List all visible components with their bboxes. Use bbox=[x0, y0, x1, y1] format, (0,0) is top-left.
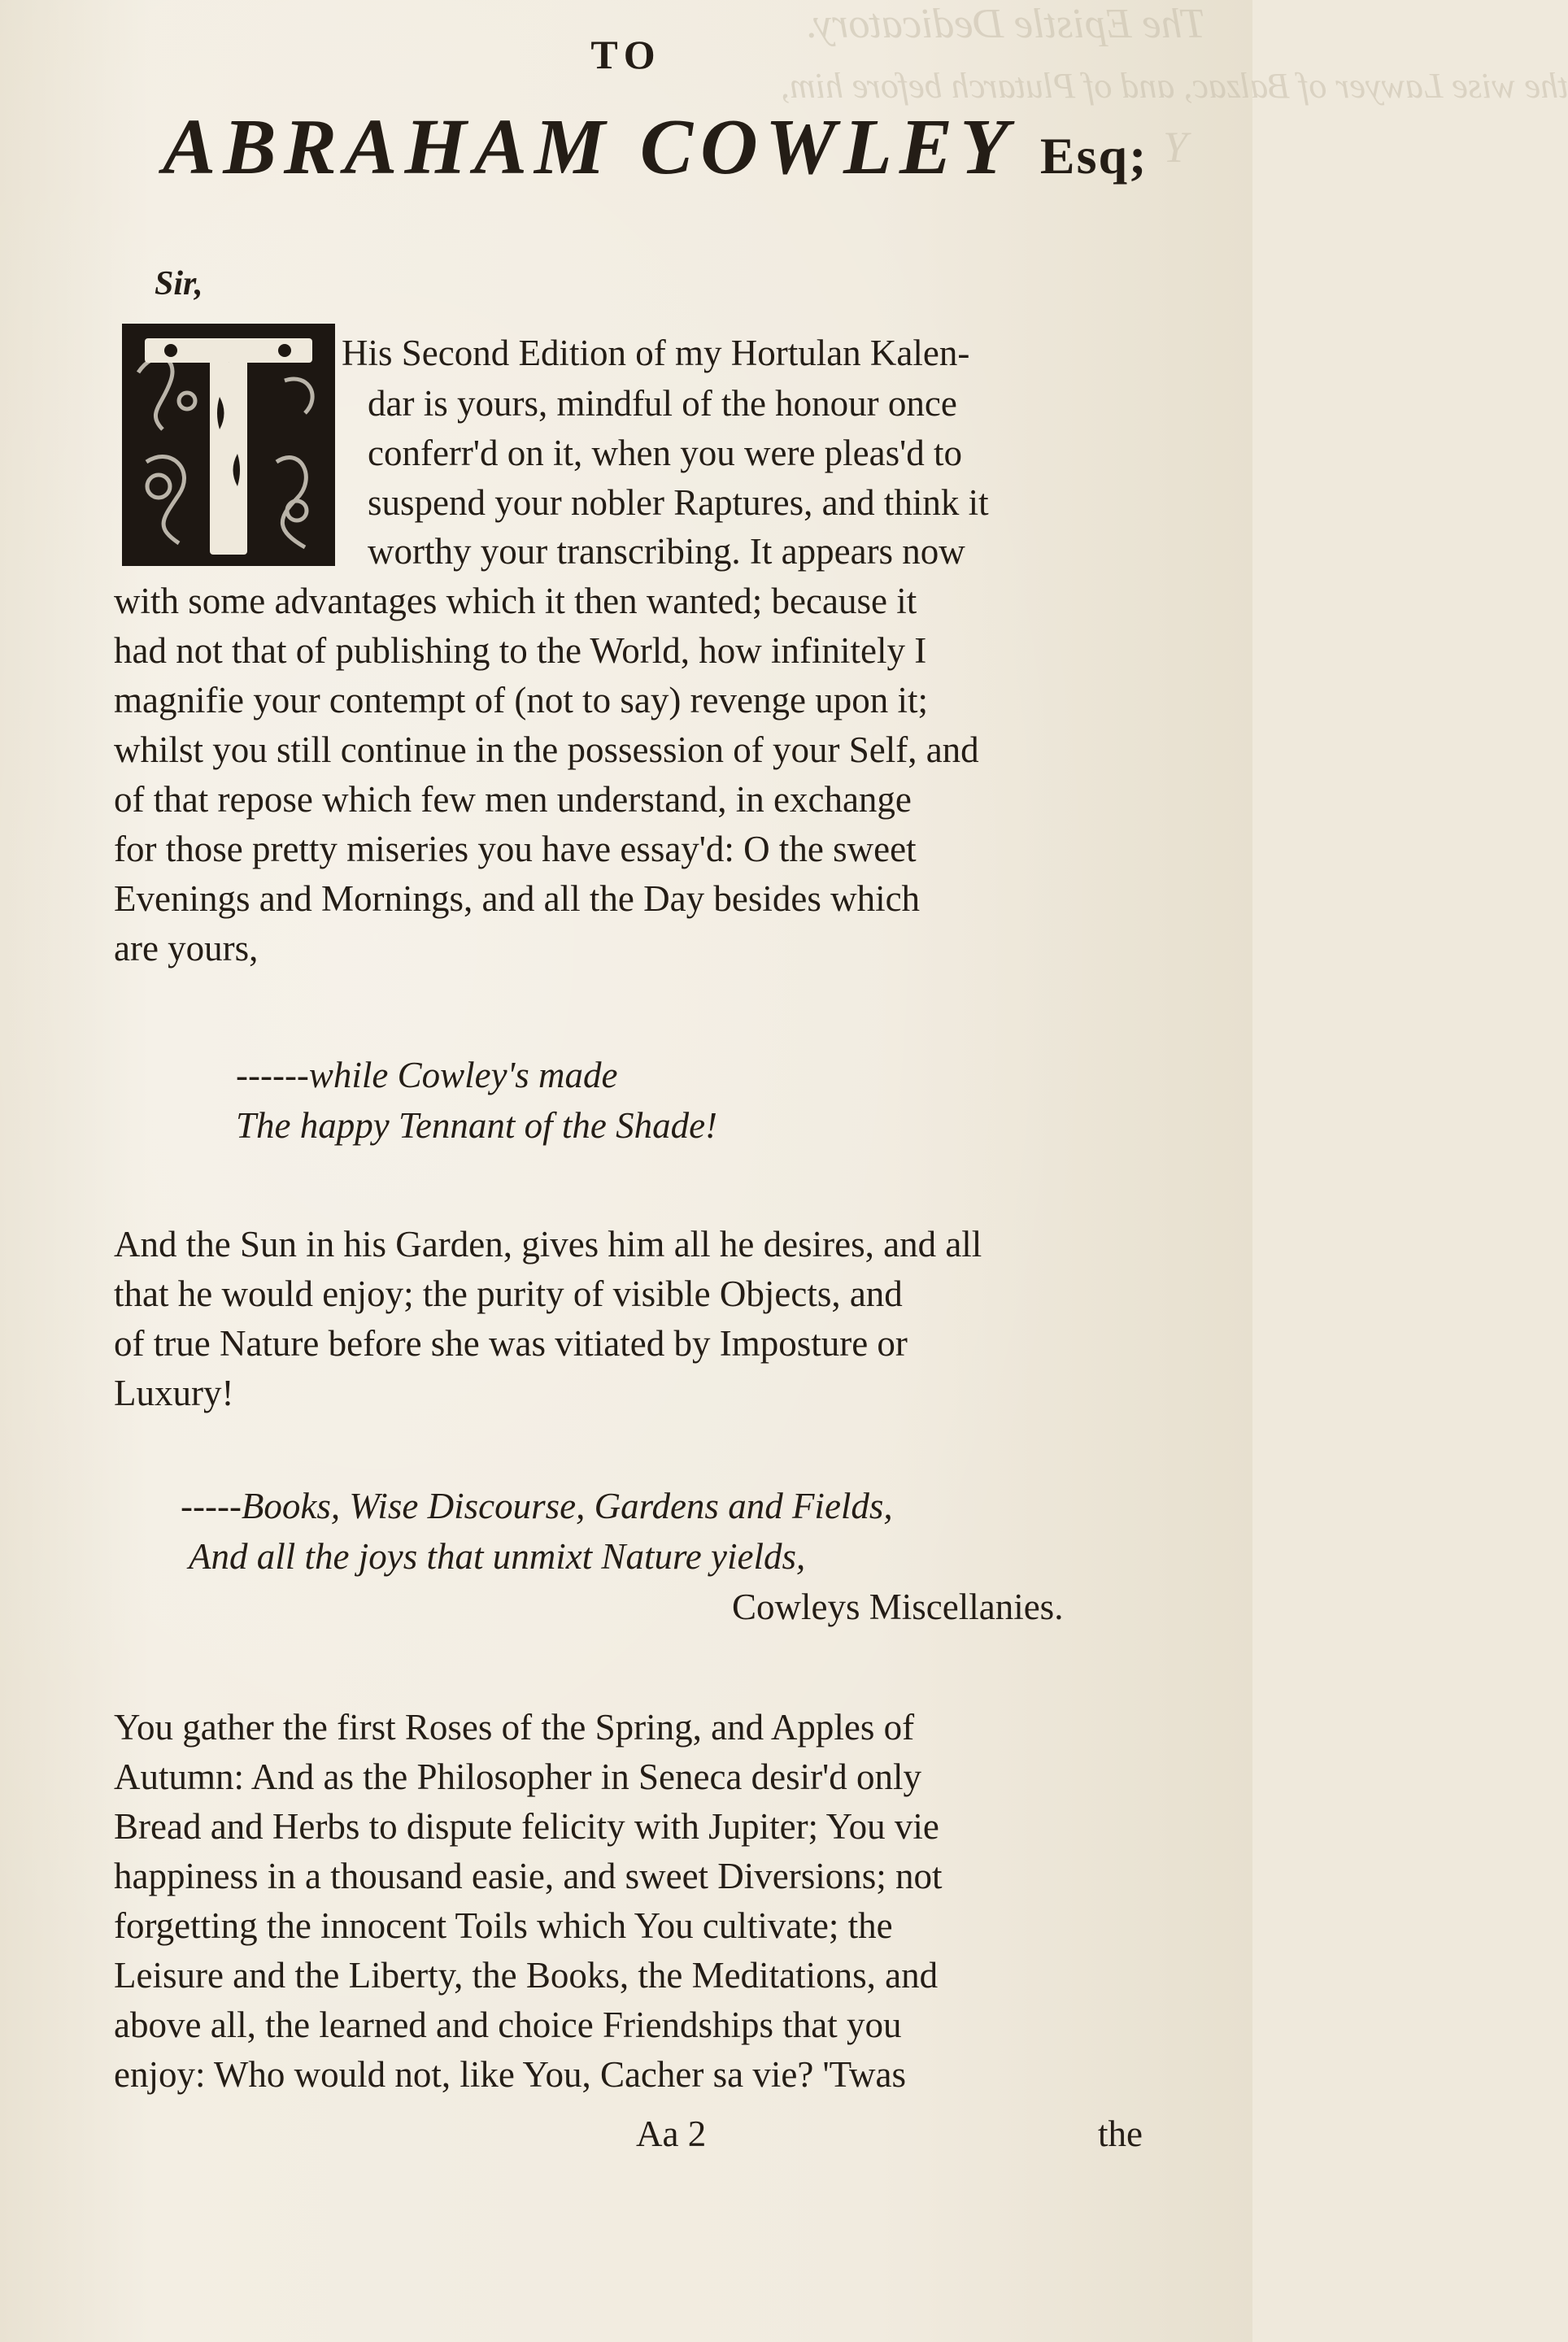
show-through-running-head: The Epistle Dedicatory. bbox=[805, 1, 1206, 47]
para3-line-2: Autumn: And as the Philosopher in Seneca desir'd only bbox=[114, 1756, 921, 1797]
para3-line-3: Bread and Herbs to dispute felicity with Jupiter; You vie bbox=[114, 1806, 939, 1847]
dedicatee-heading bbox=[163, 103, 1148, 191]
text-line-8: magnifie your contempt of (not to say) revenge upon it; bbox=[114, 680, 928, 720]
dedicatee-suffix: Esq; bbox=[1039, 127, 1148, 185]
text-line-10: of that repose which few men understand, in exchange bbox=[114, 779, 912, 820]
para3-line-1: You gather the first Roses of the Spring, and Apples of bbox=[114, 1707, 915, 1748]
dedicatee-name: ABRAHAM COWLEY bbox=[163, 103, 1013, 191]
text-line-1 bbox=[342, 335, 969, 372]
text-line-2: dar is yours, mindful of the honour once bbox=[368, 383, 957, 424]
para3-line-4: happiness in a thousand easie, and sweet Diversions; not bbox=[114, 1856, 943, 1896]
show-through-letter: Y bbox=[1163, 123, 1188, 172]
text-line-12: Evenings and Mornings, and all the Day besides which bbox=[114, 878, 921, 919]
verse-1-line-1: ------while Cowley's made bbox=[236, 1055, 618, 1095]
catchword: the bbox=[1098, 2113, 1143, 2154]
para2-line-4: Luxury! bbox=[114, 1373, 234, 1413]
para3-line-8: enjoy: Who would not, like You, Cacher sa vie? 'Twas bbox=[114, 2054, 906, 2095]
text-line-4: suspend your nobler Raptures, and think it bbox=[368, 482, 989, 523]
line-text: His Second Edition of my Hortulan Kalen- bbox=[342, 333, 970, 373]
verse-2-line-1: -----Books, Wise Discourse, Gardens and Fields, bbox=[181, 1486, 893, 1526]
show-through-text: the wise Lawyer of Balzac, and of Plutarch before him, bbox=[781, 66, 1568, 106]
para3-line-6: Leisure and the Liberty, the Books, the Meditations, and bbox=[114, 1955, 939, 1996]
salutation: Sir, bbox=[155, 265, 203, 303]
para2-line-1: And the Sun in his Garden, gives him all he desires, and all bbox=[114, 1224, 982, 1265]
text-line-7: had not that of publishing to the World, how infinitely I bbox=[114, 630, 927, 671]
text-line-5: worthy your transcribing. It appears now bbox=[368, 531, 965, 572]
text-line-6: with some advantages which it then wanted; because it bbox=[114, 581, 917, 621]
para2-line-3: of true Nature before she was vitiated by Imposture or bbox=[114, 1323, 908, 1364]
verse-1-line-2: The happy Tennant of the Shade! bbox=[236, 1105, 718, 1146]
heading-to: TO bbox=[590, 32, 662, 77]
text-line-9: whilst you still continue in the possession of your Self, and bbox=[114, 729, 979, 770]
verse-2-line-2: And all the joys that unmixt Nature yields, bbox=[189, 1536, 806, 1577]
text-line-11: for those pretty miseries you have essay'd: O the sweet bbox=[114, 829, 917, 869]
ornamental-drop-cap bbox=[122, 324, 335, 566]
drop-cap-ornament-icon bbox=[122, 324, 335, 566]
text-line-3: conferr'd on it, when you were pleas'd to bbox=[368, 433, 962, 473]
verse-2-source: Cowleys Miscellanies. bbox=[732, 1587, 1064, 1627]
para3-line-5: forgetting the innocent Toils which You cultivate; the bbox=[114, 1905, 893, 1946]
para3-line-7: above all, the learned and choice Friendships that you bbox=[114, 2005, 902, 2045]
text-line-13: are yours, bbox=[114, 928, 259, 969]
para2-line-2: that he would enjoy; the purity of visible Objects, and bbox=[114, 1273, 903, 1314]
signature-mark: Aa 2 bbox=[636, 2113, 707, 2154]
